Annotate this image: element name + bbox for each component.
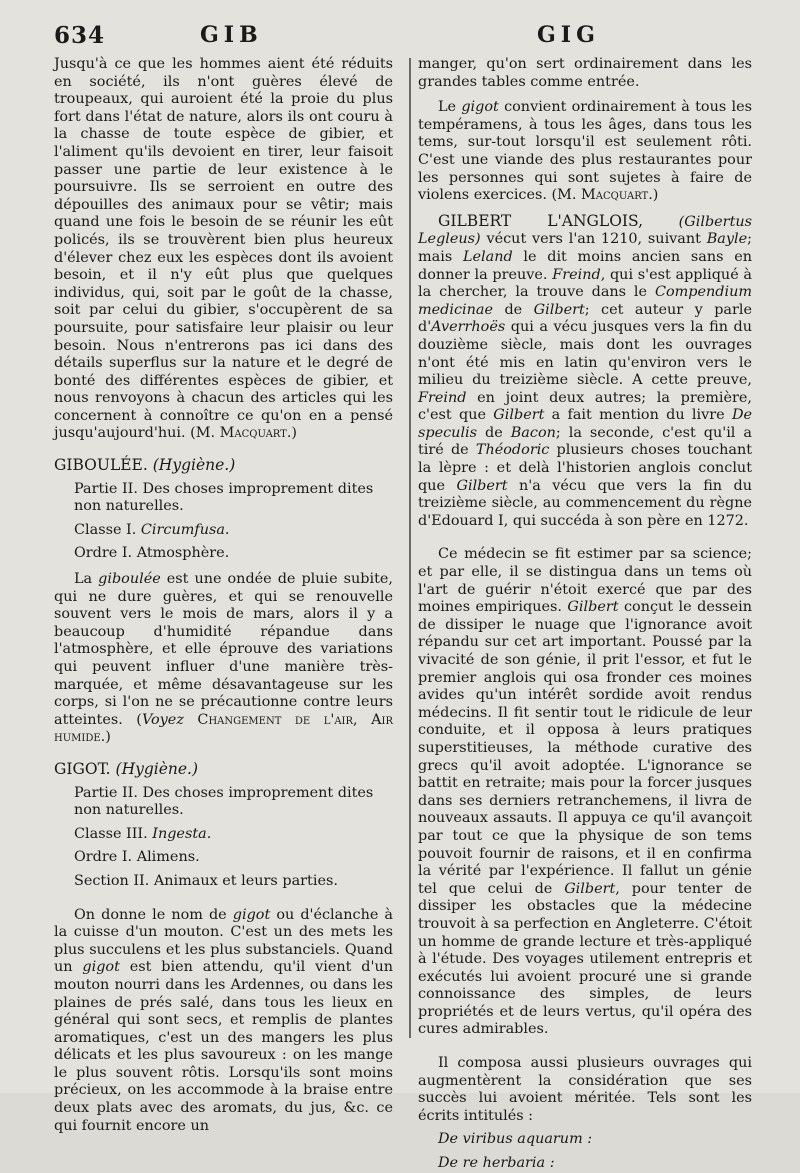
work-title-2: De re herbaria : [438,1155,555,1172]
giboulee-paragraph: La giboulée est une ondée de pluie subite, qui ne dure guères, et qui se renouvelle souvent vers le mois de mars, alors il y a beaucoup d'humidité répandue dans l'atmosphère, et elle éprouve des variations qui peuvent influer d'une manière très-marquée, et même désavantageuse sur les corps, si l'on ne se précautionne contre leurs atteintes. (Voyez Changement de l'air, Air humide.) [54,571,394,746]
giboulee-heading: GIBOULÉE. (Hygiène.) [54,456,236,475]
gigot-ordre: Ordre I. Alimens. [74,849,200,866]
gigot-section: Section II. Animaux et leurs parties. [74,872,338,889]
gigot-heading: GIGOT. (Hygiène.) [54,759,199,778]
gigot-paragraph-2: Le gigot convient ordinairement à tous les tempéramens, à tous les âges, dans tous les tems, sur-tout lorsqu'il est seulement rôti. C'est une viande des plus restaurantes pour les personnes qui sont sujetes à faire de violens exercices. (M. Macquart.) [418,99,753,204]
giboulee-classe: Classe I. Circumfusa. [74,521,230,538]
gilbert-paragraph-2: Ce médecin se fit estimer par sa science; et par elle, il se distingua dans un tems où l'art de guérir n'étoit exercé que par des moines empiriques. Gilbert conçut le dessein de dissiper le nuage que l'ignorance avoit répandu sur cet art important. Poussé par la vivacité de son génie, il prit l'essor, et fut le premier anglois qui osa fronder ces moines avides qu'un intérêt sordide avoit rendus médecins. Il fit sentir tout le ridicule de leur conduite, et il opposa à leurs pratiques superstitieuses, la méthode curative des grecs qu'il avoit adoptée. L'ignorance se battit en retraite; mais pour la forcer jusques dans ses derniers retranchemens, il livra de nouveaux assauts. Il appuya ce qu'il avançoit par tout ce que la physique de son tems pouvoit fournir de raisons, et il en confirma la vérité par l'expérience. Il fallut un génie tel que celui de Gilbert, pour tenter de dissiper les obstacles que la médecine trouvoit à sa perfection en Angleterre. C'étoit un homme de grande lecture et très-appliqué à l'étude. Des voyages utilement entrepris et exécutés lui avoient procuré une si grande connoissance des simples, de leurs propriétés et de leurs vertus, qu'il opéra des cures admirables. [418,546,752,1038]
gilbert-paragraph-1: GILBERT L'ANGLOIS, (Gilbertus Legleus) vécut vers l'an 1210, suivant Bayle; mais Leland le dit moins ancien sans en donner la preuve. Freind, qui s'est appliqué à la chercher, la trouve dans le Compendium medicinae de Gilbert; cet auteur y parle d'Averrhoës qui a vécu jusques vers la fin du douzième siècle, mais dont les ouvrages n'ont été mis en latin qu'environ vers le milieu du treizième siècle. A cette preuve, Freind en joint deux autres; la première, c'est que Gilbert a fait mention du livre De speculis de Bacon; la seconde, c'est qu'il a tiré de Théodoric plusieurs choses touchant la lèpre : et delà l'historien anglois conclut que Gilbert n'a vécu que vers la fin du treizième siècle, au commencement du règne d'Edouard I, qui succéda à son père en 1272. [418,211,753,529]
gilbert-paragraph-3: Il composa aussi plusieurs ouvrages qui augmentèrent la considération que ses succès lui avoient méritée. Tels sont les écrits intitulés : [418,1055,752,1124]
work-title-1: De viribus aquarum : [438,1131,593,1148]
running-head-right: GIG [537,22,600,48]
gibier-paragraph: Jusqu'à ce que les hommes aient été réduits en société, ils n'ont guères élevé de troupeaux, qui auroient été la proie du plus fort dans l'état de nature, alors ils ont couru à la chasse de toute espèce de gibier, et l'aliment qu'ils devoient en tirer, leur faisoit passer une partie de leur existence à le poursuivre. Ils se serroient en outre des dépouilles des animaux pour se vêtir; mais quand une fois le besoin de se réunir les eût policés, ils se trouvèrent bien plus heureux d'élever chez eux les espèces dont ils avoient besoin, et il n'y eût plus que quelques individus, qui, soit par le goût de la chasse, soit par celui du gibier, s'occupèrent de sa poursuite, pour satisfaire leur plaisir ou leur besoin. Nous n'entrerons pas ici dans des détails superflus sur la nature et le degré de bonté des différentes espèces de gibier, et nous renvoyons à chacun des articles qui les concernent à connoître ce qu'on en a pensé jusqu'aujourd'hui. (M. Macquart.) [54,56,393,442]
right-column [418,56,752,1173]
gigot-continuation: manger, qu'on sert ordinairement dans les grandes tables comme entrée. [418,56,752,90]
page-header [0,20,800,54]
gigot-classe: Classe III. Ingesta. [74,825,212,842]
left-column [54,56,393,1135]
giboulee-partie: Partie II. Des choses improprement dites non naturelles. [74,480,374,515]
column-divider [409,58,411,1038]
gigot-paragraph-1: On donne le nom de gigot ou d'éclanche à la cuisse d'un mouton. C'est un des mets les plus succulens et les plus substanciels. Quand un gigot est bien attendu, qu'il vient d'un mouton nourri dans les Ardennes, ou dans les plaines de prés salé, dans tous les lieux en général qui sont secs, et remplis de plantes aromatiques, c'est un des mangers les plus délicats et les plus savoureux : on les mange le plus souvent rôtis. Lorsqu'ils sont moins précieux, on les accommode à la braise entre deux plats avec des aromats, du jus, &c. ce qui fournit encore un [54,906,393,1134]
gilbert-heading: GILBERT L'ANGLOIS, [438,211,644,230]
gigot-partie: Partie II. Des choses improprement dites non naturelles. [74,784,374,819]
page-number: 634 [54,22,106,49]
giboulee-ordre: Ordre I. Atmosphère. [74,545,230,562]
running-head-left: GIB [200,22,263,48]
